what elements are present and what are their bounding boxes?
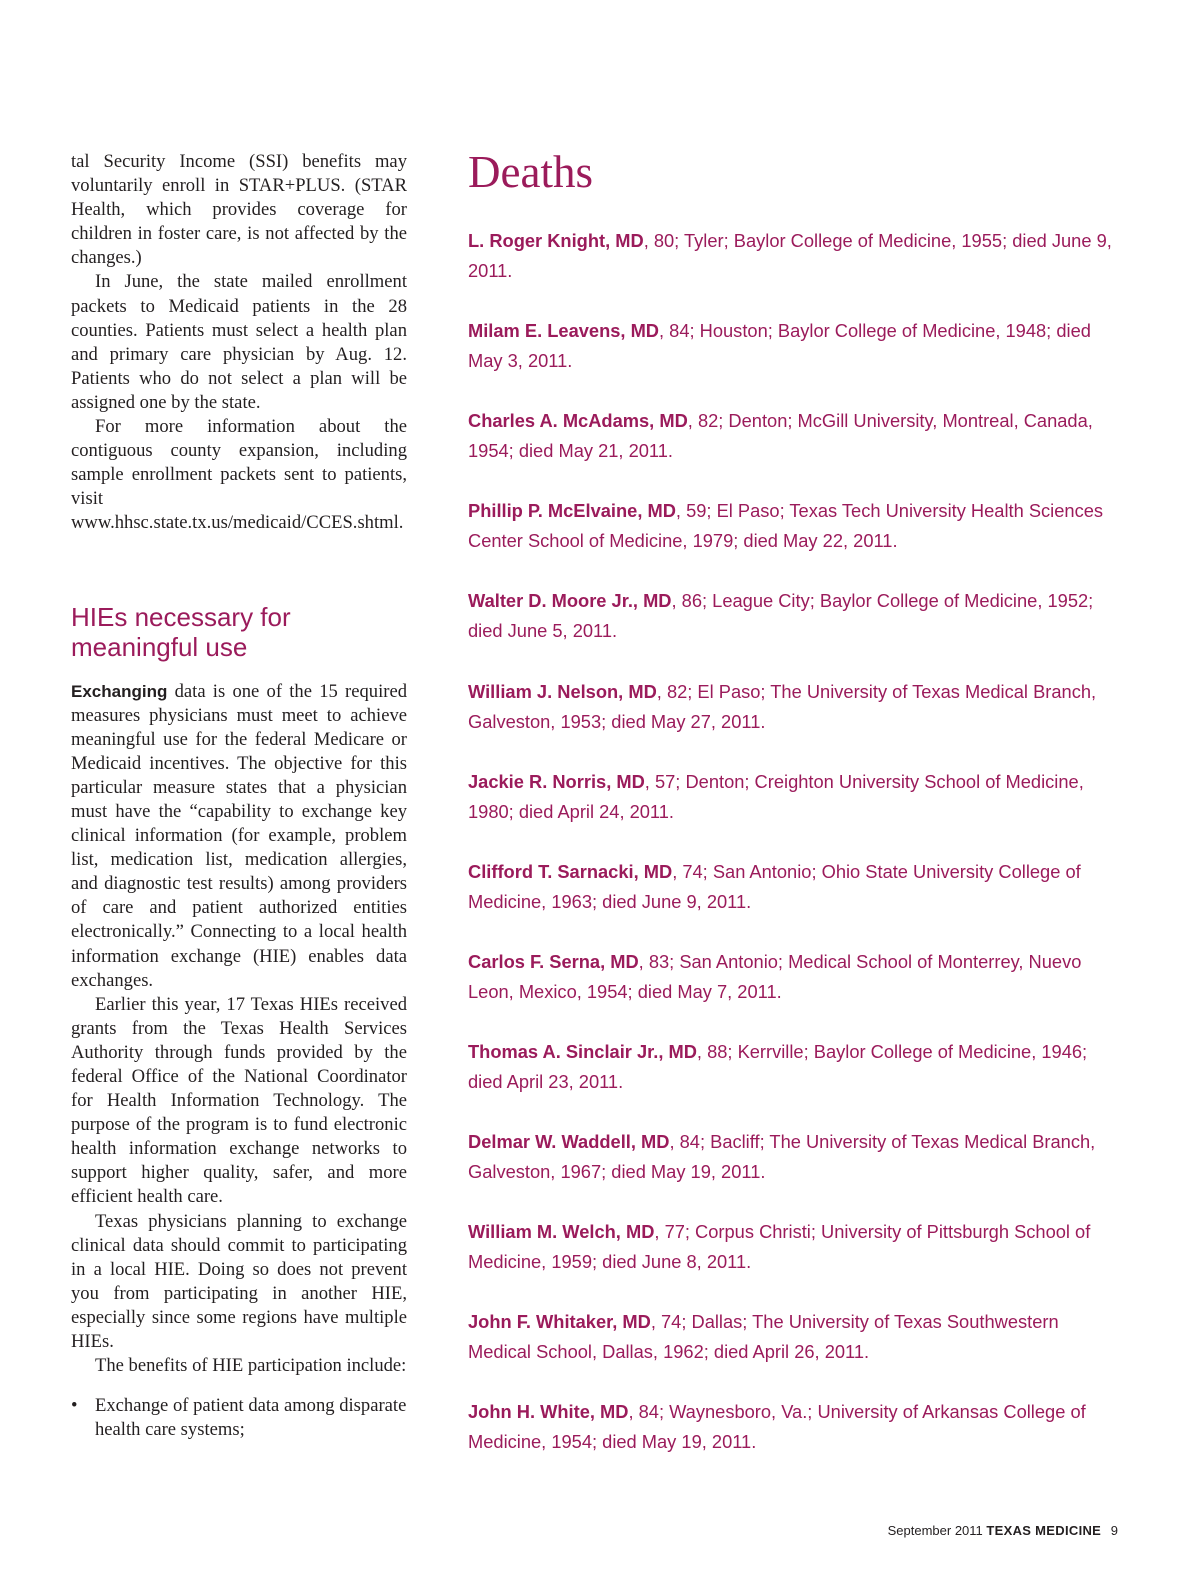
death-details: , 82; Denton; McGill University, Montreal, Canada, 1954; died May 21, 2011. [468, 410, 1093, 462]
bullet-icon: • [71, 1395, 78, 1417]
magazine-name: TEXAS MEDICINE [986, 1523, 1102, 1538]
deceased-name: Milam E. Leavens, MD [468, 320, 659, 342]
page-title: Deaths [468, 147, 593, 197]
death-entry [468, 226, 1118, 286]
deaths-column [468, 142, 1118, 1453]
page-footer [888, 1523, 1118, 1538]
list-item [71, 1394, 407, 1442]
death-entry [468, 1397, 1118, 1457]
death-details: , 83; San Antonio; Medical School of Monterrey, Nuevo Leon, Mexico, 1954; died May 7, 2011. [468, 950, 1082, 1002]
article-paragraph [71, 680, 407, 993]
article-paragraph: tal Security Income (SSI) benefits may voluntarily enroll in STAR+PLUS. (STAR Health, which provides coverage for children in foster care, is not affected by the changes.) [71, 151, 407, 269]
benefits-list [71, 1394, 407, 1442]
death-details: , 74; Dallas; The University of Texas Southwestern Medical School, Dallas, 1962; died April 26, 2011. [468, 1311, 1059, 1363]
death-entry [468, 1127, 1118, 1187]
death-details: , 84; Houston; Baylor College of Medicine, 1948; died May 3, 2011. [468, 320, 1091, 372]
death-details: , 82; El Paso; The University of Texas Medical Branch, Galveston, 1953; died May 27, 2011. [468, 680, 1097, 732]
deceased-name: Phillip P. McElvaine, MD [468, 500, 676, 522]
deceased-name: L. Roger Knight, MD [468, 230, 644, 251]
deceased-name: John H. White, MD [468, 1401, 629, 1423]
death-entry [468, 1217, 1118, 1277]
subhead-line: meaningful use [71, 631, 248, 662]
lead-word: Exchanging [71, 681, 168, 701]
death-entry [468, 677, 1118, 737]
death-details: , 59; El Paso; Texas Tech University Health Sciences Center School of Medicine, 1979; died May 22, 2011. [468, 500, 1104, 552]
article-paragraph: For more information about the contiguous county expansion, including sample enrollment packets sent to patients, visit www.hhsc.state.tx.us/medicaid/CCES.shtml. [71, 416, 407, 534]
deceased-name: Thomas A. Sinclair Jr., MD [468, 1040, 697, 1062]
death-entry [468, 1307, 1118, 1367]
article-paragraph: The benefits of HIE participation include: [95, 1355, 407, 1377]
death-details: , 84; Bacliff; The University of Texas Medical Branch, Galveston, 1967; died May 19, 2011. [468, 1131, 1096, 1182]
deceased-name: Walter D. Moore Jr., MD [468, 590, 672, 612]
death-entry [468, 406, 1118, 466]
deceased-name: Jackie R. Norris, MD [468, 770, 645, 792]
death-details: , 84; Waynesboro, Va.; University of Arkansas College of Medicine, 1954; died May 19, 2011. [468, 1401, 1086, 1453]
death-entry [468, 947, 1118, 1007]
subhead-line: HIEs necessary for [71, 601, 291, 632]
deceased-name: John F. Whitaker, MD [468, 1311, 651, 1333]
list-item-text: Exchange of patient data among disparate health care systems; [95, 1395, 407, 1441]
deceased-name: William J. Nelson, MD [468, 680, 657, 702]
section-subhead [71, 602, 407, 662]
death-entry [468, 857, 1118, 917]
article-paragraph: Earlier this year, 17 Texas HIEs received grants from the Texas Health Services Authority through funds provided by the federal Office of the National Coordinator for Health Information Technology. The purpose of the program is to fund electronic health information exchange networks to support higher quality, safer, and more efficient health care. [71, 993, 407, 1208]
death-details: , 77; Corpus Christi; University of Pittsburgh School of Medicine, 1959; died June 8, 2011. [468, 1221, 1091, 1273]
death-details: , 86; League City; Baylor College of Medicine, 1952; died June 5, 2011. [468, 590, 1094, 642]
death-entry [468, 586, 1118, 646]
issue-date: September 2011 [887, 1523, 983, 1538]
death-entry [468, 1037, 1118, 1097]
article-paragraph: Texas physicians planning to exchange clinical data should commit to participating in a local HIE. Doing so does not prevent you from participating in another HIE, especially since some regions have multiple HIEs. [71, 1210, 407, 1353]
death-details: , 80; Tyler; Baylor College of Medicine, 1955; died June 9, 2011. [468, 230, 1112, 281]
death-details: , 74; San Antonio; Ohio State University College of Medicine, 1963; died June 9, 2011. [468, 860, 1081, 912]
page-number: 9 [1110, 1523, 1118, 1538]
deceased-name: Carlos F. Serna, MD [468, 950, 639, 972]
death-details: , 88; Kerrville; Baylor College of Medicine, 1946; died April 23, 2011. [468, 1040, 1088, 1092]
deceased-name: Charles A. McAdams, MD [468, 410, 688, 432]
death-entry [468, 316, 1118, 376]
death-entry [468, 496, 1118, 556]
deceased-name: William M. Welch, MD [468, 1221, 655, 1243]
death-entry [468, 767, 1118, 827]
paragraph-text: data is one of the 15 required measures physicians must meet to achieve meaningful use for the federal Medicare or Medicaid incentives. The objective for this particular measure states that a physician must have the “capability to exchange key clinical information (for example, problem list, medication list, medication allergies, and diagnostic test results) among providers of care and patient authorized entities electronically.” Connecting to a local health information exchange (HIE) enables data exchanges. [71, 680, 407, 991]
death-details: , 57; Denton; Creighton University School of Medicine, 1980; died April 24, 2011. [468, 770, 1084, 822]
left-column [71, 150, 407, 1442]
deceased-name: Delmar W. Waddell, MD [468, 1131, 670, 1152]
deceased-name: Clifford T. Sarnacki, MD [468, 860, 673, 882]
article-paragraph: In June, the state mailed enrollment packets to Medicaid patients in the 28 counties. Patients must select a health plan and primary care physician by Aug. 12. Patients who do not select a plan will be assigned one by the state. [71, 271, 407, 413]
